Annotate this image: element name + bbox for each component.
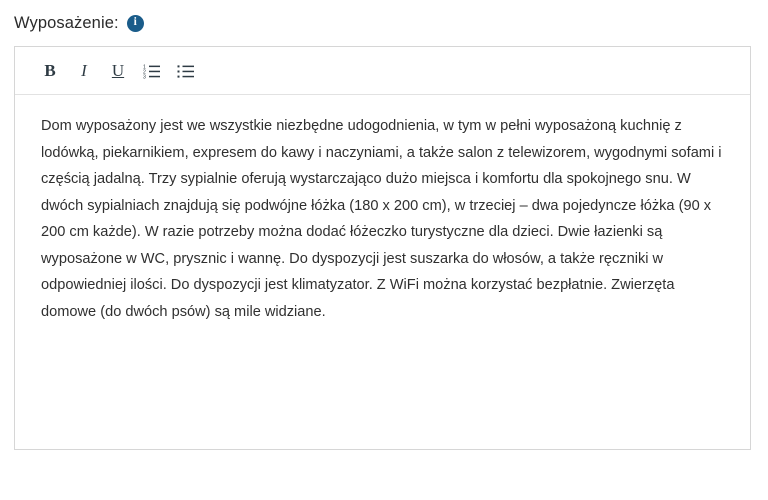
equipment-description-text[interactable]: Dom wyposażony jest we wszystkie niezbędne udogodnienia, w tym w pełni wyposażoną kuchnię z lodówką, piekarnikiem, expresem do kawy i naczyniami, a także salon z telewizorem, wygodnymi sofami i częścią jadalną. Trzy sypialnie oferują wystarczająco dużo miejsca i komfortu dla spokojnego snu. W dwóch sypialniach znajdują się podwójne łóżka (180 x 200 cm), w trzeciej – dwa pojedyncze łóżka (90 x 200 cm każde). W razie potrzeby można dodać łóżeczko turystyczne dla dzieci. Dwie łazienki są wyposażone w WC, prysznic i wannę. Do dyspozycji jest suszarka do włosów, a także ręczniki w odpowiedniej ilości. Do dyspozycji jest klimatyzator. Z WiFi można korzystać bezpłatnie. Zwierzęta domowe (do dwóch psów) są mile widziane. [41,118,726,320]
editor-toolbar [15,47,750,95]
bold-button[interactable]: B [35,56,65,86]
editor-content-area[interactable] [15,95,750,449]
unordered-list-button[interactable] [171,56,201,86]
svg-text:3: 3 [143,74,146,79]
ordered-list-button[interactable] [137,56,167,86]
unordered-list-icon [177,63,195,79]
field-header [0,0,768,32]
svg-text:2: 2 [143,69,146,76]
underline-button[interactable]: U [103,56,133,86]
rich-text-editor [14,46,751,450]
ordered-list-icon [143,63,161,79]
page-title: Wyposażenie: [14,13,119,32]
info-icon[interactable]: i [127,15,144,32]
italic-button[interactable]: I [69,56,99,86]
svg-text:1: 1 [143,63,146,70]
